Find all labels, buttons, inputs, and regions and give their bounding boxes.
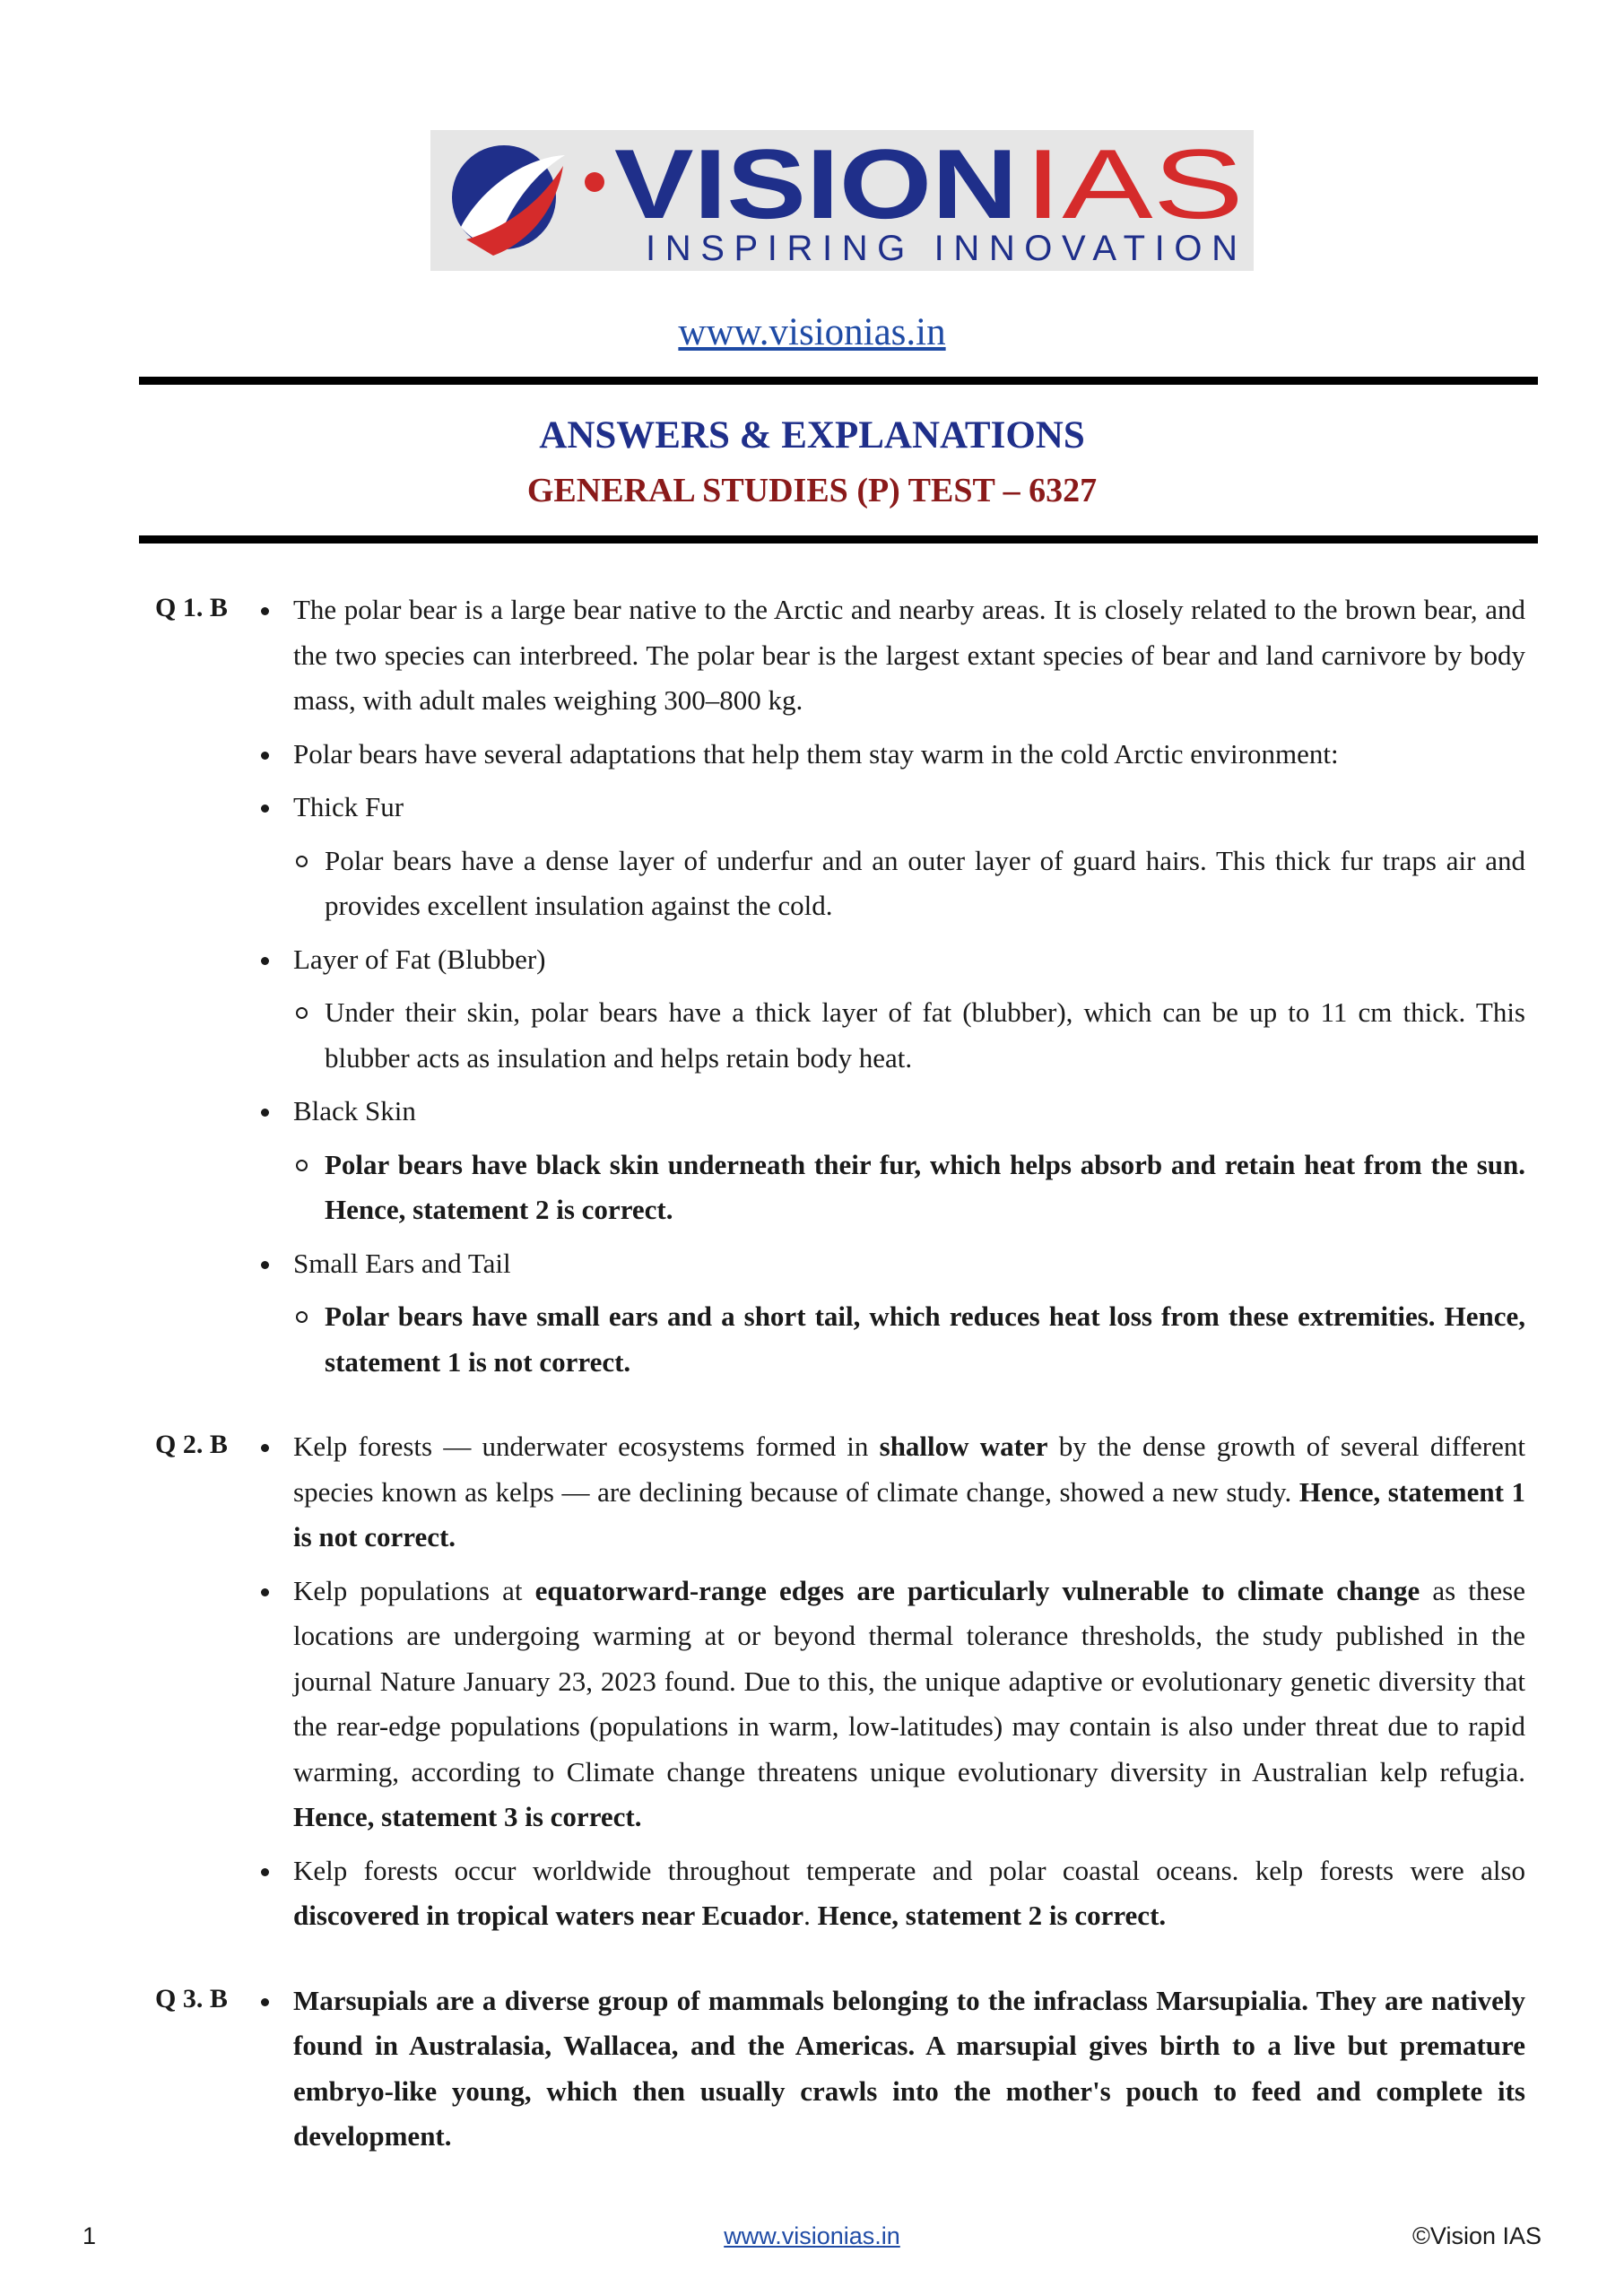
text: as these locations are undergoing warming at or beyond thermal tolerance thresholds, the study published in the journal Nature January 23, 2023 found. Due to this, the unique adaptive or evolutionary genetic diversity that the rear-edge populations (populations in warm, low-latitudes) may contain is also under threat due to rapid warming, according to Climate change threatens unique evolutionary diversity in Australian kelp refugia. <box>293 1574 1525 1787</box>
footer-website-link[interactable]: www.visionias.in <box>724 2222 900 2249</box>
sub-list <box>293 1294 1525 1385</box>
text: Kelp forests occur worldwide throughout temperate and polar coastal oceans. kelp forests were also <box>293 1854 1525 1886</box>
bold-text: Hence, statement 3 is correct. <box>293 1801 642 1832</box>
list-item <box>293 1241 1525 1386</box>
text: Black Skin <box>293 1095 416 1126</box>
logo-brand-vision: VISION <box>614 130 1018 239</box>
explanation-list <box>0 587 1525 1385</box>
question-label: Q 2. B <box>155 1430 228 1459</box>
bold-text: Hence, statement 1 is not correct. <box>293 1475 1526 1552</box>
bold-text: shallow water <box>879 1431 1048 1462</box>
bottom-divider <box>139 535 1538 544</box>
answers-content <box>0 587 1624 2199</box>
text: Layer of Fat (Blubber) <box>293 943 546 975</box>
sub-list-item <box>325 839 1525 929</box>
question-3 <box>0 1979 1624 2160</box>
list-item <box>293 587 1525 724</box>
question-1 <box>0 587 1624 1385</box>
question-label: Q 3. B <box>155 1983 228 2013</box>
footer-copyright: ©Vision IAS <box>1412 2222 1541 2249</box>
explanation-list <box>0 1979 1525 2160</box>
bold-text: discovered in tropical waters near Ecuador <box>293 1900 804 1931</box>
list-item <box>293 732 1525 778</box>
bold-text: Polar bears have small ears and a short tail, which reduces heat loss from these extremities. Hence, statement 1 is not correct. <box>325 1300 1525 1378</box>
sub-list-item <box>325 1143 1525 1233</box>
top-divider <box>139 377 1538 385</box>
bold-text: Hence, statement 2 is correct. <box>817 1900 1167 1931</box>
text: by the dense growth of several different species known as kelps — are declining because of climate change, showed a new study. <box>293 1431 1525 1508</box>
website-link[interactable]: www.visionias.in <box>678 311 946 353</box>
list-item <box>293 1089 1525 1233</box>
text: Kelp forests — underwater ecosystems formed in <box>293 1431 880 1462</box>
question-label: Q 1. B <box>155 593 228 622</box>
list-item <box>293 1424 1525 1561</box>
text: Polar bears have several adaptations that help them stay warm in the cold Arctic environment: <box>293 737 1339 770</box>
vision-ias-logo <box>430 130 1254 271</box>
text: Small Ears and Tail <box>293 1247 511 1279</box>
sub-list <box>293 839 1525 929</box>
list-item <box>293 1979 1525 2160</box>
text: The polar bear is a large bear native to the Arctic and nearby areas. It is closely related to the brown bear, and the two species can interbreed. The polar bear is the largest extant species of bear and land carnivore by body mass, with adult males weighing 300–800 kg. <box>293 594 1525 716</box>
red-dot-icon <box>585 172 604 192</box>
list-item <box>293 1848 1525 1939</box>
page-number: 1 <box>83 2222 97 2249</box>
list-item <box>293 937 1525 1082</box>
text: . <box>803 1900 818 1931</box>
text: Thick Fur <box>293 791 404 822</box>
list-item <box>293 785 1525 929</box>
globe-icon <box>452 145 565 256</box>
sub-list-item <box>325 990 1525 1081</box>
bold-text: equatorward-range edges are particularly vulnerable to climate change <box>534 1574 1420 1606</box>
bold-text: Marsupials are a diverse group of mammals belonging to the infraclass Marsupialia. They are natively found in Australasia, Wallacea, and the Americas. A marsupial gives birth to a live but premature embryo-like young, which then usually crawls into the mother's pouch to feed and complete its development. <box>293 1984 1525 2152</box>
list-item <box>293 1569 1525 1840</box>
logo-tagline: INSPIRING INNOVATION <box>646 229 1238 268</box>
sub-list-item <box>325 1294 1525 1385</box>
page-title: ANSWERS & EXPLANATIONS <box>539 414 1085 457</box>
explanation-list <box>0 1424 1525 1939</box>
text: Under their skin, polar bears have a thick layer of fat (blubber), which can be up to 11 cm thick. This blubber acts as insulation and helps retain body heat. <box>325 996 1525 1074</box>
logo-brand-ias: IAS <box>1024 130 1244 239</box>
sub-list <box>293 1143 1525 1233</box>
sub-list <box>293 990 1525 1081</box>
text: Polar bears have a dense layer of underfur and an outer layer of guard hairs. This thick fur traps air and provides excellent insulation against the cold. <box>325 844 1525 921</box>
bold-text: Polar bears have black skin underneath their fur, which helps absorb and retain heat from the sun. Hence, statement 2 is correct. <box>325 1148 1525 1225</box>
text: Kelp populations at <box>293 1574 535 1606</box>
question-2 <box>0 1424 1624 1939</box>
page-subtitle: GENERAL STUDIES (P) TEST – 6327 <box>526 472 1098 509</box>
